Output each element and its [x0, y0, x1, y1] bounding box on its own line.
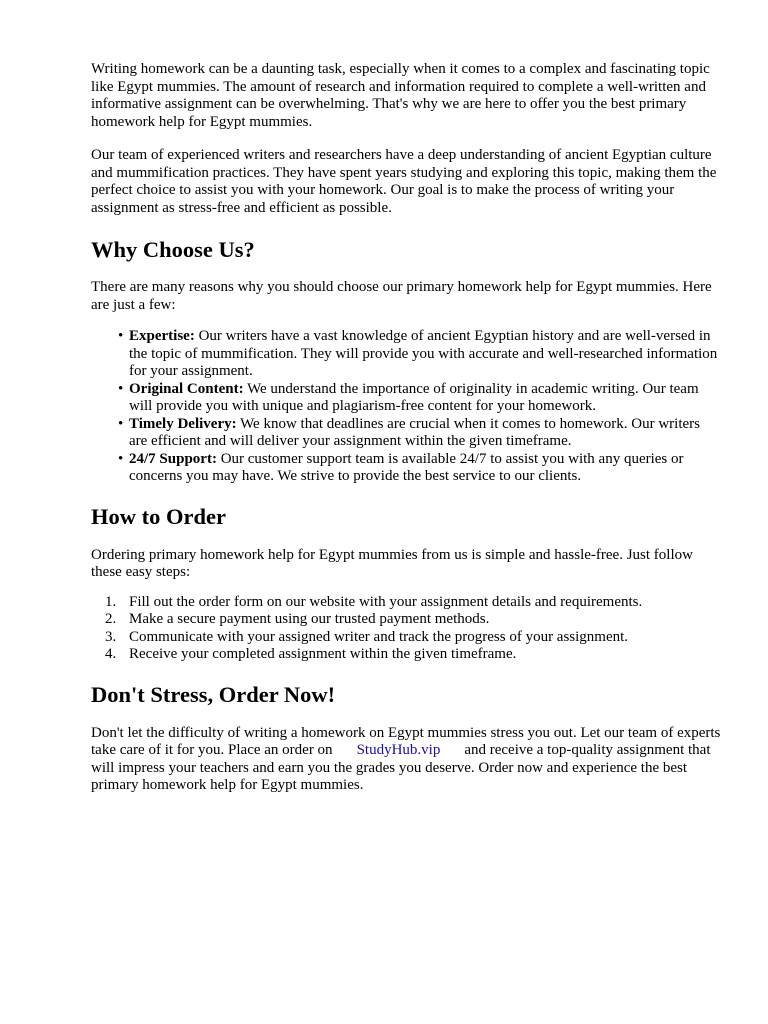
closing-text-after: and receive a top-quality assignment that will impress your teachers and earn you the grades you deserve. Order now and experience the best primary homework help for Egypt mummies.: [91, 742, 711, 793]
bullet: •: [118, 415, 124, 432]
intro-paragraph-1: Writing homework can be a daunting task, especially when it comes to a complex and fascinating topic like Egypt mummies. The amount of research and information required to complete a well-written and informative assignment can be overwhelming. That's why we are here to offer you the best primary homework help for Egypt mummies.: [91, 61, 710, 130]
feature-title: Expertise:: [129, 328, 195, 344]
step-item: [105, 593, 721, 612]
feature-item-original-content: [118, 380, 721, 416]
feature-text: We know that deadlines are crucial when it comes to homework. Our writers are efficient and will deliver your assignment within the given timeframe.: [129, 415, 700, 449]
feature-title: Timely Delivery:: [129, 415, 237, 432]
feature-item-timely-delivery: [118, 415, 721, 451]
feature-title: 24/7 Support:: [129, 450, 217, 467]
bullet: •: [118, 380, 124, 397]
step-item: [105, 611, 721, 629]
how-lead-paragraph: Ordering primary homework help for Egypt mummies from us is simple and hassle-free. Just follow these easy steps:: [91, 546, 693, 580]
feature-text: Our customer support team is available 24/7 to assist you with any queries or concerns you may have. We strive to provide the best service to our clients.: [129, 450, 684, 484]
step-item: [105, 628, 721, 647]
document-body: [91, 61, 721, 795]
feature-item-expertise: [118, 328, 721, 381]
bullet: •: [118, 450, 124, 467]
feature-text: We understand the importance of originality in academic writing. Our team will provide you with unique and plagiarism-free content for your homework.: [129, 380, 699, 414]
step-text: Communicate with your assigned writer and track the progress of your assignment.: [129, 628, 629, 645]
step-text: Make a secure payment using our trusted payment methods.: [129, 611, 490, 627]
closing-paragraph: [91, 725, 721, 795]
intro-paragraph-2: Our team of experienced writers and researchers have a deep understanding of ancient Egyptian culture and mummification practices. They have spent years studying and exploring this topic, making them the perfect choice to assist you with your homework. Our goal is to make the process of writing your assignment as stress-free and efficient as possible.: [91, 147, 717, 216]
closing-text-before: Don't let the difficulty of writing a homework on Egypt mummies stress you out. Let our team of experts take care of it for you. Place an order on: [91, 724, 721, 758]
studyhub-link[interactable]: StudyHub.vip: [356, 742, 441, 758]
bullet: •: [118, 328, 124, 344]
dont-stress-heading: Don't Stress, Order Now!: [91, 681, 336, 707]
feature-item-support: [118, 450, 721, 486]
why-lead-paragraph: There are many reasons why you should choose our primary homework help for Egypt mummies. Here are just a few:: [91, 279, 712, 313]
why-choose-us-heading: Why Choose Us?: [91, 237, 255, 262]
features-list: [91, 328, 721, 486]
step-number: 2.: [105, 611, 117, 627]
order-steps-list: [91, 594, 721, 664]
step-number: 1.: [105, 593, 117, 610]
step-item: [105, 646, 721, 664]
step-text: Fill out the order form on our website with your assignment details and requirements.: [129, 593, 643, 610]
step-number: 3.: [105, 628, 117, 645]
how-to-order-heading: How to Order: [91, 503, 226, 529]
step-text: Receive your completed assignment within the given timeframe.: [129, 646, 517, 662]
feature-title: Original Content:: [129, 380, 244, 397]
feature-text: Our writers have a vast knowledge of ancient Egyptian history and are well-versed in the topic of mummification. They will provide you with accurate and well-researched information for your assignment.: [129, 328, 718, 379]
step-number: 4.: [105, 646, 117, 662]
